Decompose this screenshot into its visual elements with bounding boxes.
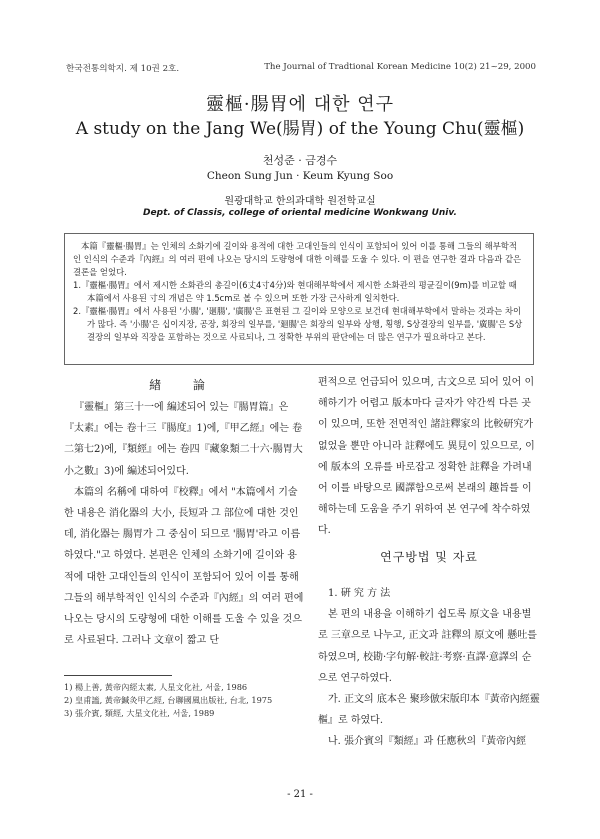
abstract-intro: 本篇『靈樞·腸胃』는 인체의 소화기에 길이와 용적에 대한 고대인들의 인식이 포함되어 있어 이를 통해 그들의 해부학적인 인식의 수준과『內經』의 여러 편에 나오는 당시의 도량형에 대한 이해를 도울 수 있다. 이 편을 연구한 결과 다음과 같은 결론을 얻었다. [73,241,522,277]
paragraph: 본 편의 내용을 이해하기 쉽도록 原文을 내용별로 三章으로 나누고, 正文과 註釋의 原文에 懸吐를 하였으며, 校勘·字句解·較註·考察·直譯·意譯의 순으로 연구하였다. [318,609,537,684]
subheading-methods: 1. 硏 究 方 法 [328,588,391,599]
abstract-item-1: 1.『靈樞·腸胃』에서 제시한 소화관의 총길이(6丈4寸4分)와 현대해부학에서 제시한 소화관의 평균길이(9m)를 비교할 때 本篇에서 사용된 寸의 개념은 약 1.5cm로 볼 수 있으며 또한 가장 근사하게 일치한다. [73,280,517,303]
paragraph: 나. 張介賓의『類經』과 任應秋의『黃帝內經 [328,736,527,748]
affiliation-korean: 원광대학교 한의과대학 원전학교실 [224,196,376,207]
footnotes [64,681,294,720]
abstract-item-2: 2.『靈樞·腸胃』에서 사용된 '小腸', '廻腸', '廣腸'은 표현된 그 길이와 모양으로 보건데 현대해부학에서 말하는 것과는 차이가 많다. 즉 '小腸'은 십이지장, 공장, 회장의 일부를, '廻腸'은 회장의 일부와 상행, 횡행, S상결장의 일부를, '廣腸'은 S상결장의 일부와 직장을 포함하는 것으로 사료되나, 그 정확한 부위의 판단에는 더 많은 연구가 필요하다고 본다. [73,306,523,342]
page-number: - 21 - [287,789,313,800]
footnote-divider [64,675,172,676]
title-korean: 靈樞·腸胃에 대한 연구 [205,94,395,115]
affiliation-english: Dept. of Classis, college of oriental medicine Wonkwang Univ. [143,208,457,218]
abstract-box [64,233,534,365]
right-column [304,372,540,542]
footnote: 1) 楊上善, 黃帝內經太素, 人星文化社, 서울, 1986 [64,682,248,692]
section-heading-methods: 연구방법 및 자료 [380,550,478,564]
title-english: A study on the Jang We(腸胃) of the Young Chu(靈樞) [75,119,525,139]
authors-english: Cheon Sung Jun · Keum Kyung Soo [206,170,394,182]
paragraph: 가. 正文의 底本은 聚珍倣宋版印本『黃帝內經靈樞』로 하였다. [318,694,540,727]
authors-korean: 천성준 · 금경수 [262,154,338,167]
paragraph: 本篇의 名稱에 대하여『校釋』에서 "本篇에서 기술한 내용은 消化器의 大小, 長短과 그 部位에 대한 것인데, 消化器는 腸胃가 그 중심이 되므로 '腸胃'라고 이름하였다."고 하였다. 본편은 인체의 소화기에 길이와 용적에 대한 고대인들의 인식이 포함되어 있어 이를 통해 그들의 해부학적인 인식의 수준과『內經』의 여러 편에 나오는 당시의 도량형에 대한 이해를 도울 수 있을 것으로 사료된다. 그러나 文章이 짧고 단 [64,486,304,647]
methods-column [318,583,540,753]
section-heading-introduction: 緖 論 [149,378,219,392]
journal-header-english: The Journal of Tradtional Korean Medicine 10(2) 21~29, 2000 [264,62,536,72]
footnote: 2) 皇甫謐, 黃帝鍼灸甲乙經, 台聯國風出版社, 台北, 1975 [64,695,273,705]
journal-header-korean: 한국전통의학지. 제 10권 2호. [66,64,180,74]
paragraph: 『靈樞』第三十一에 編述되어 있는『腸胃篇』은『太素』에는 卷十三『腸度』1)에,『甲乙經』에는 卷二第七2)에,『類經』에는 卷四『藏象類二十六·腸胃大小之數』3)에 編述되어있다. [64,402,303,477]
paragraph: 편적으로 언급되어 있으며, 古文으로 되어 있어 이해하기가 어렵고 版本마다 글자가 약간씩 다른 곳이 있으며, 또한 전면적인 諸註釋家의 比較研究가 없었을 뿐만 아니라 註釋에도 異見이 있으므로, 이에 版本의 오류를 바로잡고 정확한 註釋을 가려내어 이를 바탕으로 國譯함으로써 본래의 趣旨를 이해하는데 도움을 주기 위하여 본 연구에 착수하였다. [318,377,535,537]
footnote: 3) 張介賓, 類經, 大星文化社, 서울, 1989 [64,708,215,718]
left-column [64,397,304,651]
